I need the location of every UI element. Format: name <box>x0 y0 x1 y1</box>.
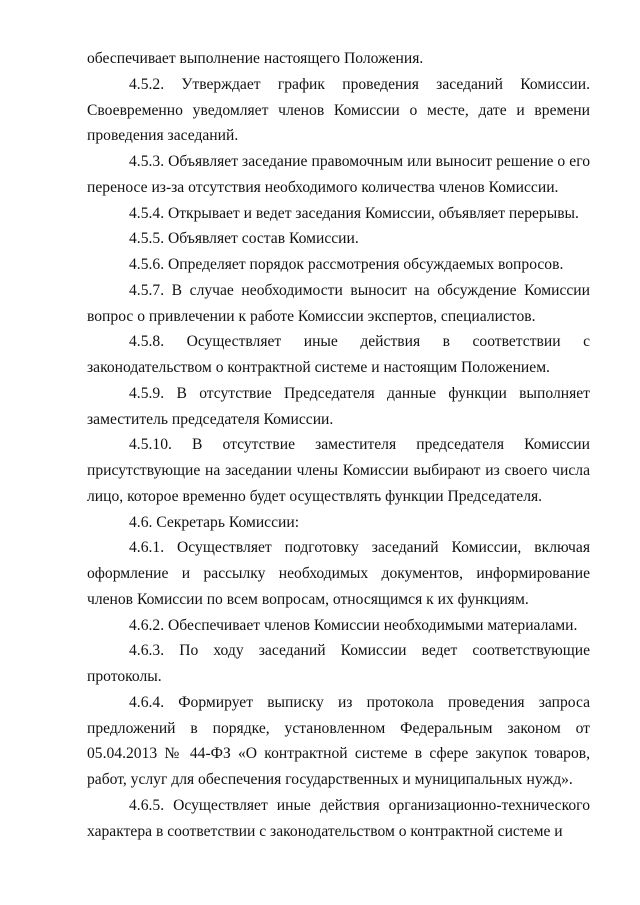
paragraph-continuation: обеспечивает выполнение настоящего Положения. <box>87 50 424 67</box>
paragraph-4-5-4: 4.5.4. Открывает и ведет заседания Комиссии, объявляет перерывы. <box>129 204 579 222</box>
paragraph-4-5-9: 4.5.9. В отсутствие Председателя данные функции выполняет заместитель председателя Комиссии. <box>87 384 590 428</box>
paragraph-4-5-2: 4.5.2. Утверждает график проведения заседаний Комиссии. Своевременно уведомляет членов Комиссии о месте, дате и времени проведения заседаний. <box>87 75 590 145</box>
paragraph-4-6-3: 4.6.3. По ходу заседаний Комиссии ведет соответствующие протоколы. <box>87 642 590 686</box>
paragraph-4-5-6: 4.5.6. Определяет порядок рассмотрения обсуждаемых вопросов. <box>129 256 564 274</box>
paragraph-4-6-4: 4.6.4. Формирует выписку из протокола проведения запроса предложений в порядке, установленном Федеральным законом от 05.04.2013 № 44-ФЗ «О контрактной системе в сфере закупок товаров, работ, услуг для обеспечения государственных и муниципальных нужд». <box>87 693 590 788</box>
paragraph-4-5-10: 4.5.10. В отсутствие заместителя председателя Комиссии присутствующие на заседании члены Комиссии выбирают из своего числа лицо, которое временно будет осуществлять функции Председателя. <box>87 436 590 505</box>
paragraph-4-5-8: 4.5.8. Осуществляет иные действия в соответствии с законодательством о контрактной системе и настоящим Положением. <box>87 333 590 377</box>
section-heading-4-6: 4.6. Секретарь Комиссии: <box>129 513 300 531</box>
paragraph-4-5-3: 4.5.3. Объявляет заседание правомочным или выносит решение о его переносе из-за отсутствия необходимого количества членов Комиссии. <box>87 153 590 196</box>
paragraph-4-6-1: 4.6.1. Осуществляет подготовку заседаний Комиссии, включая оформление и рассылку необходимых документов, информирование членов Комиссии по всем вопросам, относящимся к их функциям. <box>87 539 590 608</box>
paragraph-4-6-2: 4.6.2. Обеспечивает членов Комиссии необходимыми материалами. <box>129 616 578 634</box>
paragraph-4-6-5: 4.6.5. Осуществляет иные действия организационно-технического характера в соответствии с законодательством о контрактной системе и <box>87 796 590 840</box>
paragraph-4-5-5: 4.5.5. Объявляет состав Комиссии. <box>129 230 359 248</box>
paragraph-4-5-7: 4.5.7. В случае необходимости выносит на обсуждение Комиссии вопрос о привлечении к работе Комиссии экспертов, специалистов. <box>87 281 590 325</box>
